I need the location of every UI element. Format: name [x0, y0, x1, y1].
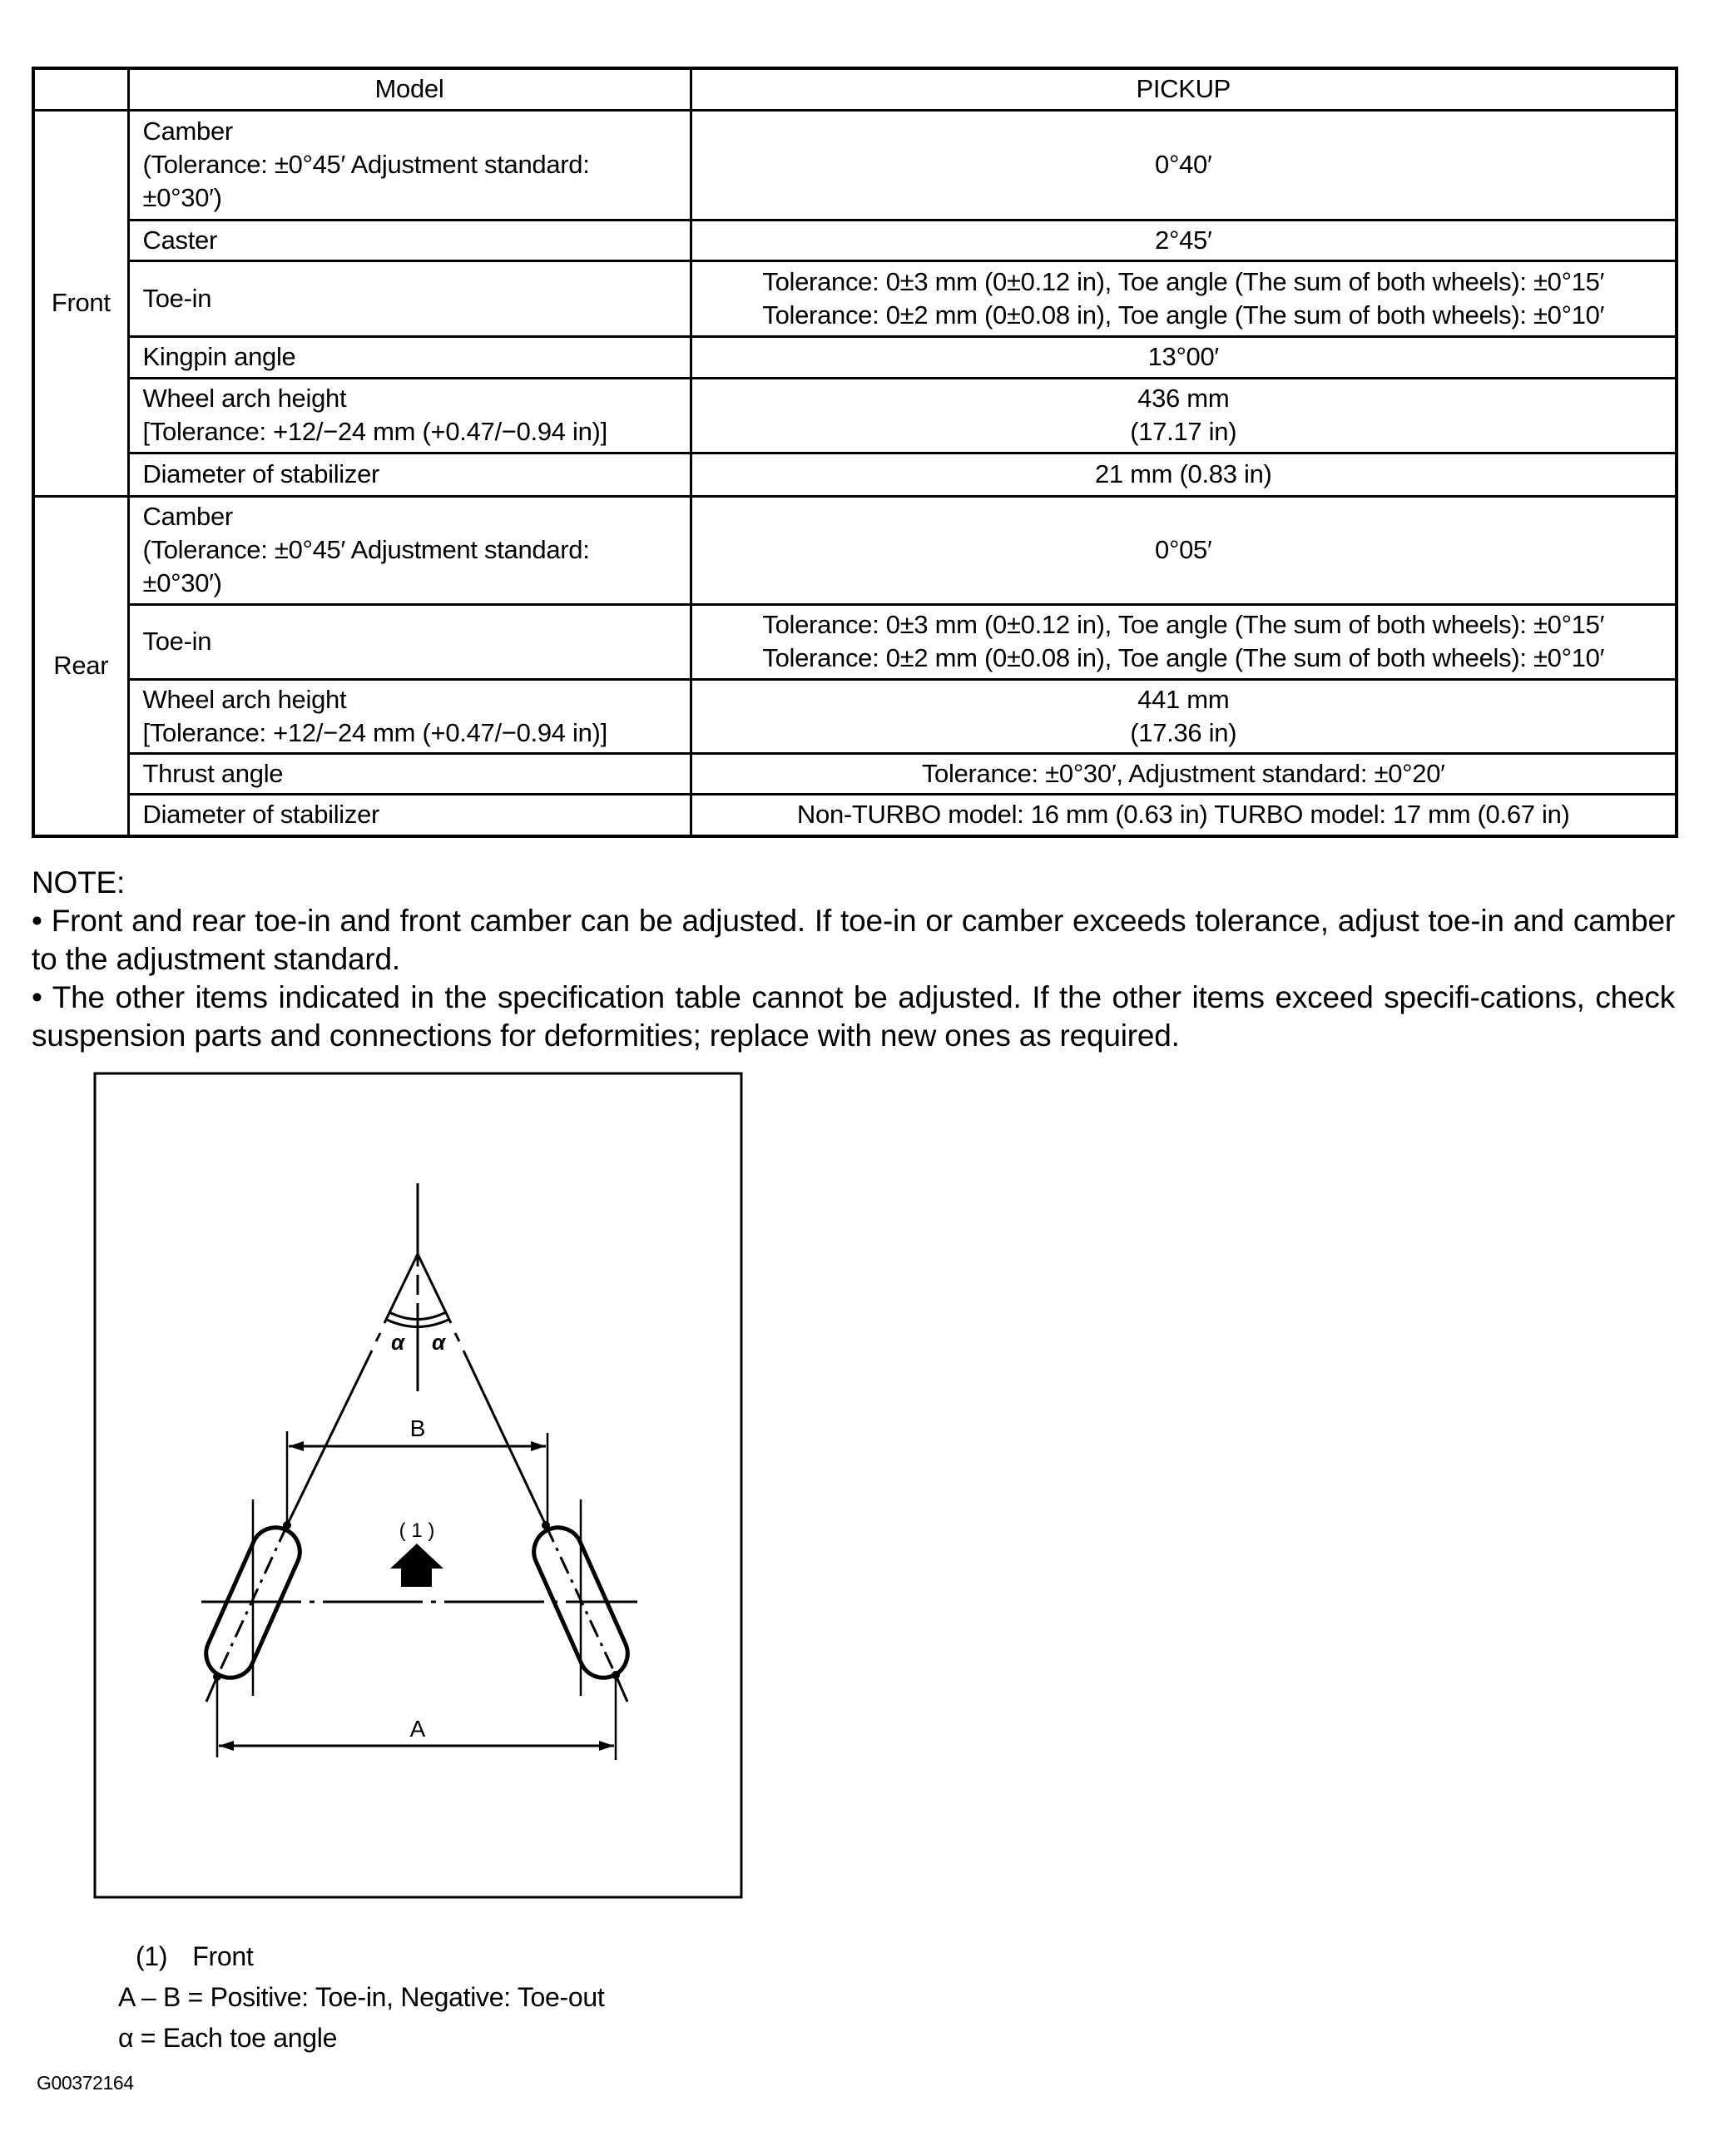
group-front: Front: [33, 110, 128, 496]
header-model-value: PICKUP: [691, 68, 1677, 110]
alpha-right-label: α: [431, 1330, 446, 1355]
item-line: Caster: [142, 225, 218, 255]
arrowhead-icon: [289, 1441, 304, 1451]
value-line: 2°45′: [1155, 225, 1212, 255]
arrowhead-icon: [219, 1741, 234, 1751]
note-bullet: • Front and rear toe-in and front camber can be adjusted. If toe-in or camber exceeds tolerance, adjust toe-in and camber to the adjustment standard.: [32, 904, 1675, 976]
caption-alpha-definition: α = Each toe angle: [118, 2023, 338, 2053]
item-line: ±0°30′): [142, 183, 222, 212]
item-line: Diameter of stabilizer: [142, 459, 380, 488]
alpha-left-label: α: [390, 1330, 405, 1355]
item-line: Diameter of stabilizer: [142, 800, 380, 830]
item-line: ±0°30′): [142, 568, 222, 597]
front-marker-label: ( 1 ): [399, 1519, 435, 1542]
item-line: Kingpin angle: [142, 342, 296, 371]
caption-toe-definition: A – B = Positive: Toe-in, Negative: Toe-out: [118, 1982, 605, 2012]
item-line: (Tolerance: ±0°45′ Adjustment standard:: [142, 535, 590, 564]
item-line: Toe-in: [142, 283, 212, 313]
dimension-b-label: B: [409, 1415, 426, 1441]
item-line: Camber: [142, 116, 233, 146]
left-wheel-line: [206, 1254, 418, 1702]
note-bullet: • The other items indicated in the specification table cannot be adjusted. If the other items exceed specifi-cations, check suspension parts and connections for deformities; replace with new ones as required.: [32, 980, 1675, 1053]
front-arrow-icon: [390, 1544, 443, 1587]
arrowhead-icon: [599, 1741, 614, 1751]
right-wheel-line: [418, 1254, 627, 1702]
value-line: Tolerance: 0±3 mm (0±0.12 in), Toe angle (The sum of both wheels): ±0°15′: [762, 266, 1605, 296]
caption-item-number: (1): [136, 1941, 168, 1971]
item-line: Thrust angle: [142, 758, 284, 788]
note-title: NOTE:: [32, 865, 126, 900]
item-line: [Tolerance: +12/−24 mm (+0.47/−0.94 in)]: [142, 717, 607, 747]
figure-id: G00372164: [37, 2072, 134, 2094]
caption-item-front: [136, 1941, 253, 1972]
value-line: 436 mm: [1137, 384, 1230, 413]
arrowhead-icon: [531, 1441, 546, 1451]
item-line: [Tolerance: +12/−24 mm (+0.47/−0.94 in)]: [142, 417, 607, 446]
item-line: Toe-in: [142, 627, 212, 656]
value-line: 13°00′: [1147, 342, 1219, 371]
dimension-b: [287, 1431, 547, 1525]
dimension-a-label: A: [409, 1716, 426, 1742]
caption-item-text: Front: [192, 1941, 254, 1971]
value-line: Non-TURBO model: 16 mm (0.63 in) TURBO model: 17 mm (0.67 in): [796, 800, 1570, 830]
value-line: 0°05′: [1155, 535, 1212, 564]
contact-point: [542, 1521, 550, 1529]
value-line: Tolerance: 0±2 mm (0±0.08 in), Toe angle (The sum of both wheels): ±0°10′: [762, 300, 1605, 330]
item-line: Wheel arch height: [142, 684, 347, 714]
header-model-label: Model: [128, 68, 691, 110]
value-line: Tolerance: ±0°30′, Adjustment standard: ±0°20′: [921, 758, 1445, 788]
item-line: Wheel arch height: [142, 384, 347, 413]
item-line: (Tolerance: ±0°45′ Adjustment standard:: [142, 150, 590, 179]
group-rear: Rear: [33, 496, 128, 836]
value-line: Tolerance: 0±2 mm (0±0.08 in), Toe angle (The sum of both wheels): ±0°10′: [762, 643, 1605, 672]
value-line: 21 mm (0.83 in): [1094, 459, 1272, 488]
item-line: Camber: [142, 502, 233, 531]
value-line: (17.36 in): [1130, 717, 1237, 747]
value-line: (17.17 in): [1130, 417, 1237, 446]
value-line: Tolerance: 0±3 mm (0±0.12 in), Toe angle (The sum of both wheels): ±0°15′: [762, 610, 1605, 639]
value-line: 0°40′: [1155, 150, 1212, 179]
value-line: 441 mm: [1137, 684, 1230, 714]
